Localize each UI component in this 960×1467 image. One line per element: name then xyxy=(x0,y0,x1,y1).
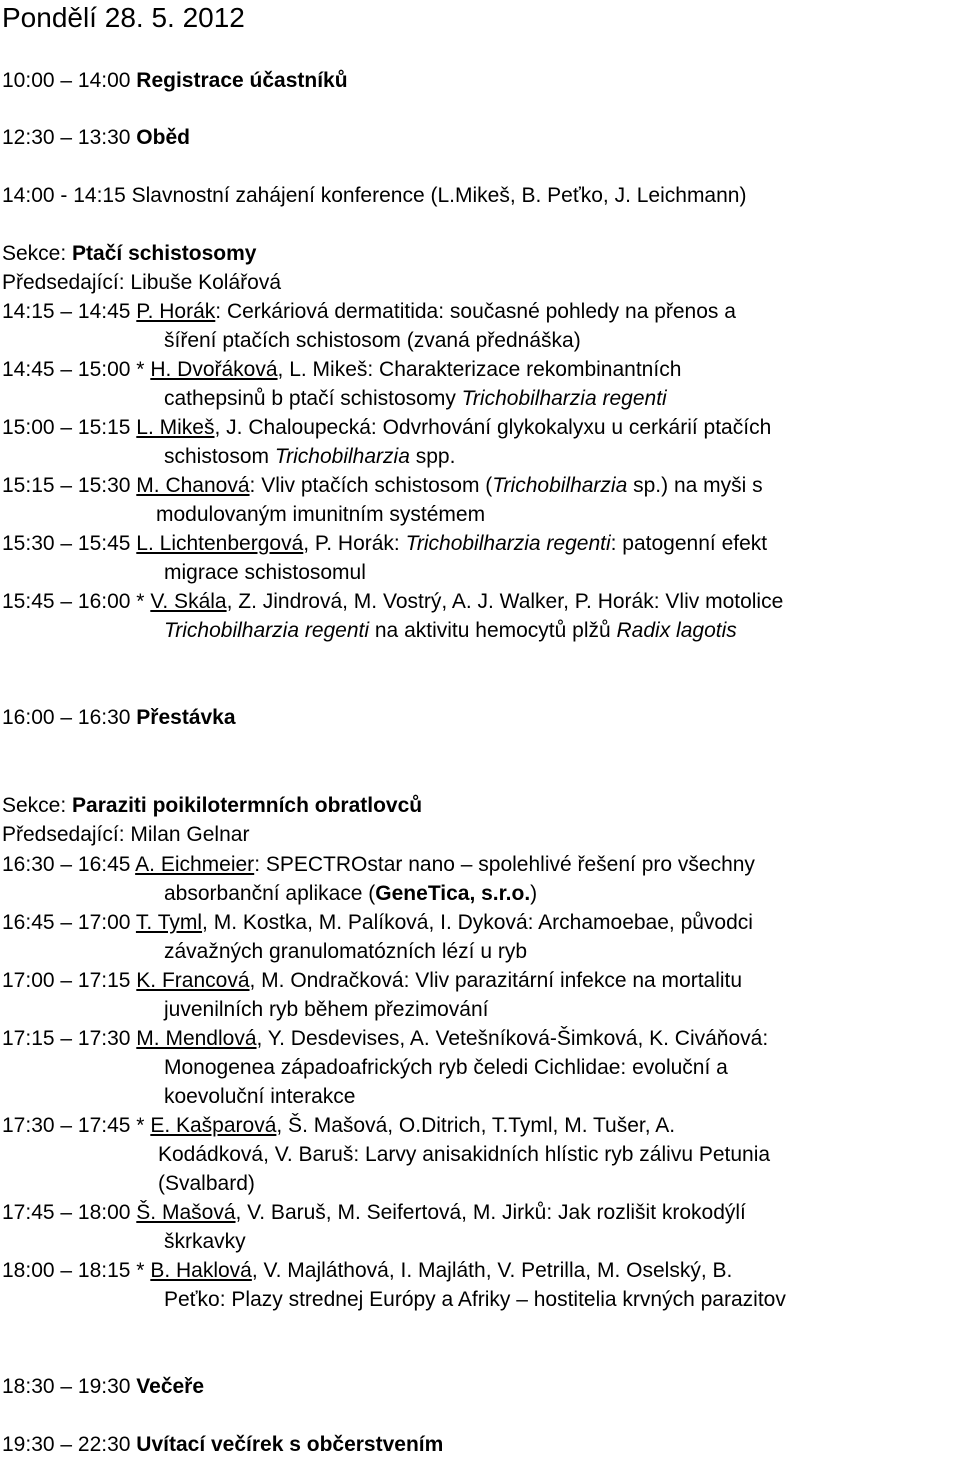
presenter: M. Chanová xyxy=(136,474,250,497)
schedule-item-break xyxy=(2,703,236,732)
presenter: A. Eichmeier xyxy=(135,853,255,876)
talk-continuation: absorbanční aplikace (GeneTica, s.r.o.) xyxy=(164,882,538,905)
presenter: L. Lichtenbergová xyxy=(136,532,304,555)
schedule-item-lunch xyxy=(2,123,190,152)
talk-time-line: 17:15 – 17:30 M. Mendlová, Y. Desdevises, A. Vetešníková-Šimková, K. Civáňová: xyxy=(2,1027,769,1050)
talk-time-line: 18:00 – 18:15 * B. Haklová, V. Majláthová, I. Majláth, V. Petrilla, M. Oselský, B. xyxy=(2,1259,733,1282)
talk-continuation: Kodádková, V. Baruš: Larvy anisakidních hlístic ryb zálivu Petunia xyxy=(158,1143,771,1166)
talk-time-line: 16:45 – 17:00 T. Tyml, M. Kostka, M. Palíková, I. Dyková: Archamoebae, původci xyxy=(2,911,753,934)
section-heading: Sekce: Paraziti poikilotermních obratlovců xyxy=(2,794,423,817)
schedule-item-dinner xyxy=(2,1372,204,1401)
section-chair: Předsedající: Libuše Kolářová xyxy=(2,271,281,294)
talk-continuation: (Svalbard) xyxy=(158,1172,255,1195)
item-label: Přestávka xyxy=(136,706,236,729)
talk-continuation: závažných granulomatózních lézí u ryb xyxy=(164,940,528,963)
item-time: 18:30 – 19:30 xyxy=(2,1375,131,1398)
section-name: Paraziti poikilotermních obratlovců xyxy=(72,794,423,817)
item-label: Registrace účastníků xyxy=(136,69,348,92)
presenter: M. Mendlová xyxy=(136,1027,257,1050)
item-label: Slavnostní zahájení konference (L.Mikeš, B. Peťko, J. Leichmann) xyxy=(131,184,747,207)
talk-continuation: šíření ptačích schistosom (zvaná přednáška) xyxy=(164,329,581,352)
item-time: 16:00 – 16:30 xyxy=(2,706,131,729)
section-heading: Sekce: Ptačí schistosomy xyxy=(2,242,257,265)
talk-time-line: 17:00 – 17:15 K. Francová, M. Ondračková: Vliv parazitární infekce na mortalitu xyxy=(2,969,743,992)
item-time: 14:00 - 14:15 xyxy=(2,184,126,207)
talk-time-line: 15:30 – 15:45 L. Lichtenbergová, P. Horák: Trichobilharzia regenti: patogenní efekt xyxy=(2,532,768,555)
schedule-item-reception xyxy=(2,1430,443,1459)
item-time: 19:30 – 22:30 xyxy=(2,1433,131,1456)
presenter: B. Haklová xyxy=(150,1259,252,1282)
day-title: Pondělí 28. 5. 2012 xyxy=(2,2,245,33)
talk-continuation: modulovaným imunitním systémem xyxy=(156,503,486,526)
item-label: Oběd xyxy=(136,126,190,149)
presenter: H. Dvořáková xyxy=(150,358,278,381)
presenter: Š. Mašová xyxy=(136,1201,236,1224)
talk-continuation: juvenilních ryb během přezimování xyxy=(164,998,489,1021)
talk-continuation: Monogenea západoafrických ryb čeledi Cichlidae: evoluční a xyxy=(164,1056,728,1079)
schedule-item-opening xyxy=(2,181,746,210)
presenter: E. Kašparová xyxy=(150,1114,277,1137)
talk-continuation: koevoluční interakce xyxy=(164,1085,356,1108)
talk-continuation: cathepsinů b ptačí schistosomy Trichobilharzia regenti xyxy=(164,387,667,410)
section-chair: Předsedající: Milan Gelnar xyxy=(2,823,250,846)
presenter: L. Mikeš xyxy=(136,416,215,439)
talk-continuation: migrace schistosomul xyxy=(164,561,366,584)
talk-time-line: 15:45 – 16:00 * V. Skála, Z. Jindrová, M. Vostrý, A. J. Walker, P. Horák: Vliv motolice xyxy=(2,590,784,613)
talk-continuation: Trichobilharzia regenti na aktivitu hemocytů plžů Radix lagotis xyxy=(164,619,737,642)
talk-time-line: 15:15 – 15:30 M. Chanová: Vliv ptačích schistosom (Trichobilharzia sp.) na myši s xyxy=(2,474,763,497)
talk-time-line: 15:00 – 15:15 L. Mikeš, J. Chaloupecká: Odvrhování glykokalyxu u cerkárií ptačích xyxy=(2,416,772,439)
presenter: K. Francová xyxy=(136,969,250,992)
item-time: 10:00 – 14:00 xyxy=(2,69,131,92)
schedule-item-registration xyxy=(2,66,348,95)
talk-continuation: škrkavky xyxy=(164,1230,246,1253)
talk-time-line: 14:15 – 14:45 P. Horák: Cerkáriová dermatitida: současné pohledy na přenos a xyxy=(2,300,736,323)
talk-continuation: Peťko: Plazy strednej Európy a Afriky – hostitelia krvných parazitov xyxy=(164,1288,786,1311)
item-label: Uvítací večírek s občerstvením xyxy=(136,1433,444,1456)
talk-time-line: 16:30 – 16:45 A. Eichmeier: SPECTROstar nano – spolehlivé řešení pro všechny xyxy=(2,853,755,876)
presenter: V. Skála xyxy=(150,590,227,613)
presenter: P. Horák xyxy=(136,300,216,323)
presenter: T. Tyml xyxy=(135,911,203,934)
talk-time-line: 17:45 – 18:00 Š. Mašová, V. Baruš, M. Seifertová, M. Jirků: Jak rozlišit krokodýlí xyxy=(2,1201,746,1224)
item-label: Večeře xyxy=(136,1375,205,1398)
talk-continuation: schistosom Trichobilharzia spp. xyxy=(164,445,456,468)
item-time: 12:30 – 13:30 xyxy=(2,126,131,149)
talk-time-line: 17:30 – 17:45 * E. Kašparová, Š. Mašová, O.Ditrich, T.Tyml, M. Tušer, A. xyxy=(2,1114,676,1137)
talk-time-line: 14:45 – 15:00 * H. Dvořáková, L. Mikeš: Charakterizace rekombinantních xyxy=(2,358,682,381)
section-name: Ptačí schistosomy xyxy=(72,242,257,265)
